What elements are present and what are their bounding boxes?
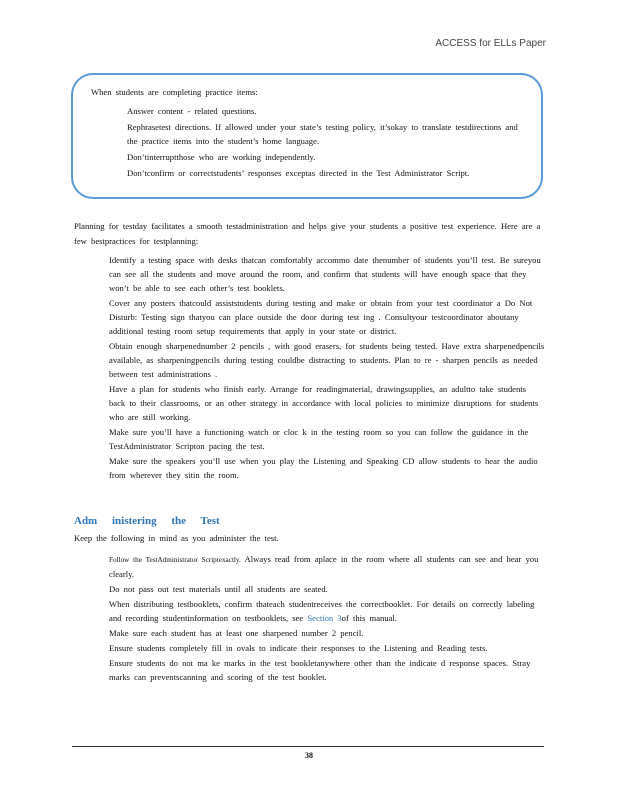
planning-intro: Planning for testday facilitates a smooth testadministration and helps give your students a positive test experience. Here are a few bestpractices for testplanning: xyxy=(74,221,541,246)
list-item: Cover any posters thatcould assiststudents during testing and make or obtain from your test coordinator a Do Not Disturb: Testing sign thatyou can place outside the door during test ing . Consultyour testcoordinator aboutany additional testing room setup requirements that apply in your state or district. xyxy=(109,298,533,336)
list-item: Do not pass out test materials until all students are seated. xyxy=(109,584,328,594)
list-item: Identify a testing space with desks thatcan comfortably accommo date thenumber of students you’ll test. Be sureyou can see all the students and move around the room, and confirm that students will have enough space that they won’t be able to see each other’s test booklets. xyxy=(109,255,541,293)
list-item: Make sure the speakers you’ll use when you play the Listening and Speaking CD allow students to hear the audio from wherever they sitin the room. xyxy=(109,456,538,480)
list-item: Ensure students completely fill in ovals to indicate their responses to the Listening and Reading tests. xyxy=(109,643,488,653)
practice-items-callout xyxy=(71,73,543,199)
callout-lead: When students are completing practice items: xyxy=(91,87,258,97)
administering-list xyxy=(74,552,546,685)
list-item: Follow the TestAdministrator Scriptexactly. Always read from aplace in the room where all students can see and hear you clearly. xyxy=(109,554,539,579)
list-item: Make sure you’ll have a functioning watch or cloc k in the testing room so you can follow the guidance in the TestAdministrator Scripton pacing the test. xyxy=(109,427,529,451)
list-item: Ensure students do not ma ke marks in the test bookletanywhere other than the indicate d response spaces. Stray marks can preventscanning and scoring of the test booklet. xyxy=(109,658,531,682)
footer-divider xyxy=(72,746,544,747)
list-item: Answer content - related questions. xyxy=(127,106,257,116)
list-item: When distributing testbooklets, confirm thateach studentreceives the correctbooklet. For details on correctly labeling and recording studentinformation on testbooklets, see Section 3of this manual. xyxy=(109,599,535,623)
list-item: Don’tconfirm or correctstudents’ responses exceptas directed in the Test Administrator Script. xyxy=(127,168,470,178)
section-3-link[interactable]: Section xyxy=(307,613,334,623)
page-number: 38 xyxy=(305,751,313,760)
keep-in-mind-text: Keep the following in mind as you administer the test. xyxy=(74,533,279,543)
list-item: Rephrasetest directions. If allowed under your state’s testing policy, it’sokay to translate testdirections and the practice items into the student’s home language. xyxy=(127,122,518,146)
section-heading: Adm inistering the Test xyxy=(74,515,220,527)
running-header: ACCESS for ELLs Paper xyxy=(435,38,546,49)
planning-list xyxy=(74,253,546,483)
list-item: Have a plan for students who finish early. Arrange for readingmaterial, drawingsupplies, an adultto take students back to their classrooms, or an other strategy in accordance with local policies to minimize disruptions for students who are still working. xyxy=(109,384,539,422)
section-3-number-link[interactable]: 3 xyxy=(337,613,342,623)
list-item: Don’tinterruptthose who are working independently. xyxy=(127,152,316,162)
callout-list xyxy=(91,104,525,180)
list-item: Make sure each student has at least one sharpened number 2 pencil. xyxy=(109,628,364,638)
list-item: Obtain enough sharpenednumber 2 pencils , with good erasers, for students being tested. Have extra sharpenedpencils available, as sharpeningpencils during testing couldbe distracting to students. Plan to re - sharpen pencils as needed between test administrations . xyxy=(109,341,545,379)
